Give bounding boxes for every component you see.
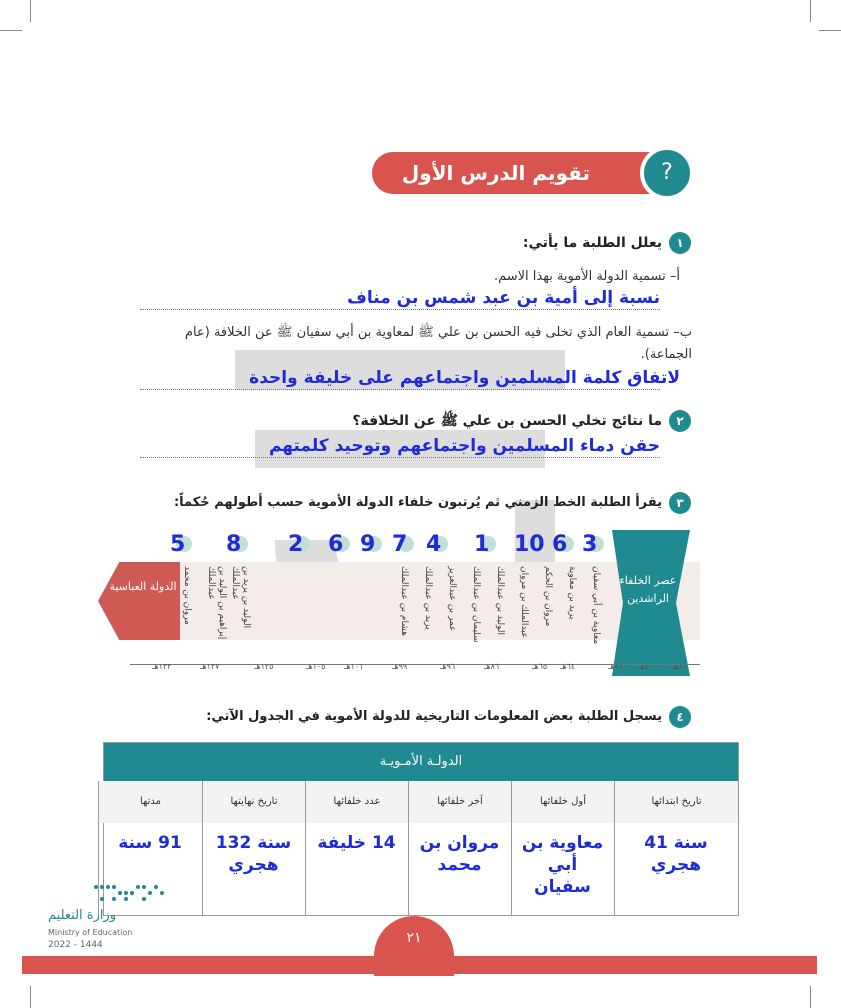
table-header-cell: أول خلفائها xyxy=(511,781,614,823)
timeline-caliph: الوليد بن عبدالملك xyxy=(495,566,505,635)
year-tick-label: ١٠١هـ xyxy=(344,662,364,671)
year-tick-label: ١٣٢هـ xyxy=(152,662,172,671)
year-tick-label: ١٢٧هـ xyxy=(200,662,220,671)
timeline-caliph: سليمان بن عبدالملك xyxy=(471,566,481,643)
question-prompt: يعلل الطلبة ما يأتي: xyxy=(522,235,662,251)
rank-number[interactable]: 7 xyxy=(392,532,408,557)
question-number: ١ xyxy=(669,232,691,254)
year-tick-label: ١٢٥هـ xyxy=(254,662,274,671)
rank-number[interactable]: 2 xyxy=(288,532,304,557)
timeline-left-label: الدولة العباسية xyxy=(109,580,177,593)
timeline-caliph: يزيد بن عبدالملك xyxy=(423,566,433,630)
table-answer[interactable]: مروان بن محمد xyxy=(419,833,500,875)
rank-number[interactable]: 1 xyxy=(474,532,490,557)
table-answer[interactable]: معاوية بن أبي سفيان xyxy=(521,833,604,897)
timeline-caliph: إبراهيم بن الوليد بن عبدالملك xyxy=(206,566,227,640)
ministry-name: وزارة التعليم xyxy=(48,908,117,923)
table-header-cell: تاريخ نهايتها xyxy=(202,781,305,823)
answer-text[interactable]: لاتفاق كلمة المسلمين واجتماعهم على خليفة واحدة xyxy=(249,368,680,388)
year-tick-label: ٤١هـ xyxy=(608,662,624,671)
table-header-cell: مدتها xyxy=(98,781,202,823)
rank-number[interactable]: 9 xyxy=(360,532,376,557)
crop-mark xyxy=(30,986,31,1008)
year-tick-label: ٦٤هـ xyxy=(560,662,576,671)
question-prompt: يسجل الطلبة بعض المعلومات التاريخية للدولة الأموية في الجدول الآتي: xyxy=(206,709,662,724)
table-title: الدولـة الأمـويـة xyxy=(104,743,738,781)
timeline-caliph: مروان بن محمد xyxy=(182,566,192,625)
edition-year: 2022 - 1444 xyxy=(48,940,103,950)
table-header-cell: آخر خلفائها xyxy=(408,781,511,823)
rank-number[interactable]: 3 xyxy=(582,532,598,557)
year-tick-label: ٩٦هـ xyxy=(440,662,456,671)
answer-line xyxy=(140,388,660,390)
answer-line xyxy=(140,456,660,458)
year-tick-label: ١٠٥هـ xyxy=(306,662,326,671)
page-number: ٢١ xyxy=(374,916,454,976)
year-tick-label: ٩٩هـ xyxy=(392,662,408,671)
timeline-right-label: عصر الخلفاء الراشدين xyxy=(619,574,677,605)
question-bubble-icon: ? xyxy=(640,146,694,200)
timeline-caliph: هشام بن عبدالملك xyxy=(399,566,409,636)
rank-number[interactable]: 6 xyxy=(552,532,568,557)
page-title: تقويم الدرس الأول xyxy=(401,161,590,185)
table-answer[interactable]: 91 سنة xyxy=(118,833,182,853)
rank-number[interactable]: 10 xyxy=(514,532,545,557)
crop-mark xyxy=(819,30,841,31)
rank-number[interactable]: 6 xyxy=(328,532,344,557)
timeline-caliph: مروان بن الحكم xyxy=(543,566,553,627)
rank-number[interactable]: 8 xyxy=(226,532,242,557)
year-tick-label: ٨٦هـ xyxy=(484,662,500,671)
question-part-a: أ– تسمية الدولة الأموية بهذا الاسم. xyxy=(493,269,680,284)
question-part-b: ب– تسمية العام الذي تخلى فيه الحسن بن علي ﷺ لمعاوية بن أبي سفيان ﷺ عن الخلافة (عام الجماعة). xyxy=(184,325,692,362)
answer-text[interactable]: نسبة إلى أمية بن عبد شمس بن مناف xyxy=(347,288,660,308)
table-answer[interactable]: 14 خليفة xyxy=(317,833,396,853)
timeline-caliph: معاوية بن أبي سفيان xyxy=(591,566,601,645)
timeline-caliph: يزيد بن معاوية xyxy=(567,566,577,620)
crop-mark xyxy=(810,986,811,1008)
question-number: ٣ xyxy=(669,492,691,514)
year-tick-label: ٦٥هـ xyxy=(532,662,548,671)
timeline-abbasid-arrow xyxy=(98,562,180,640)
crop-mark xyxy=(0,30,22,31)
crop-mark xyxy=(810,0,811,22)
question-number: ٤ xyxy=(669,706,691,728)
timeline-caliph: الوليد بن يزيد بن عبدالملك xyxy=(230,566,251,629)
ministry-name-en: Ministry of Education xyxy=(48,928,133,937)
question-number: ٢ xyxy=(669,410,691,432)
timeline-caliph: عمر بن عبدالعزيز xyxy=(447,566,457,632)
answer-text[interactable]: حقن دماء المسلمين واجتماعهم وتوحيد كلمتهم xyxy=(268,436,660,456)
rank-number[interactable]: 5 xyxy=(170,532,186,557)
year-tick-label: ٤٠هـ xyxy=(638,662,654,671)
table-header-cell: عدد خلفائها xyxy=(305,781,408,823)
table-answer[interactable]: سنة 132 هجري xyxy=(215,833,292,875)
table-header-cell: تاريخ ابتدائها xyxy=(614,781,738,823)
table-answer[interactable]: سنة 41 هجري xyxy=(644,833,708,875)
question-prompt: ما نتائج تخلي الحسن بن علي ﷺ عن الخلافة؟ xyxy=(352,413,662,429)
rank-number[interactable]: 4 xyxy=(426,532,442,557)
year-tick-label: ١١هـ xyxy=(672,662,688,671)
timeline-caliph: عبدالملك بن مروان xyxy=(519,566,529,639)
answer-line xyxy=(140,308,660,310)
ministry-logo-icon xyxy=(90,882,170,904)
crop-mark xyxy=(30,0,31,22)
question-prompt: يقرأ الطلبة الخط الزمني ثم يُرتبون خلفاء الدولة الأموية حسب أطولهم حُكماً: xyxy=(173,495,662,510)
